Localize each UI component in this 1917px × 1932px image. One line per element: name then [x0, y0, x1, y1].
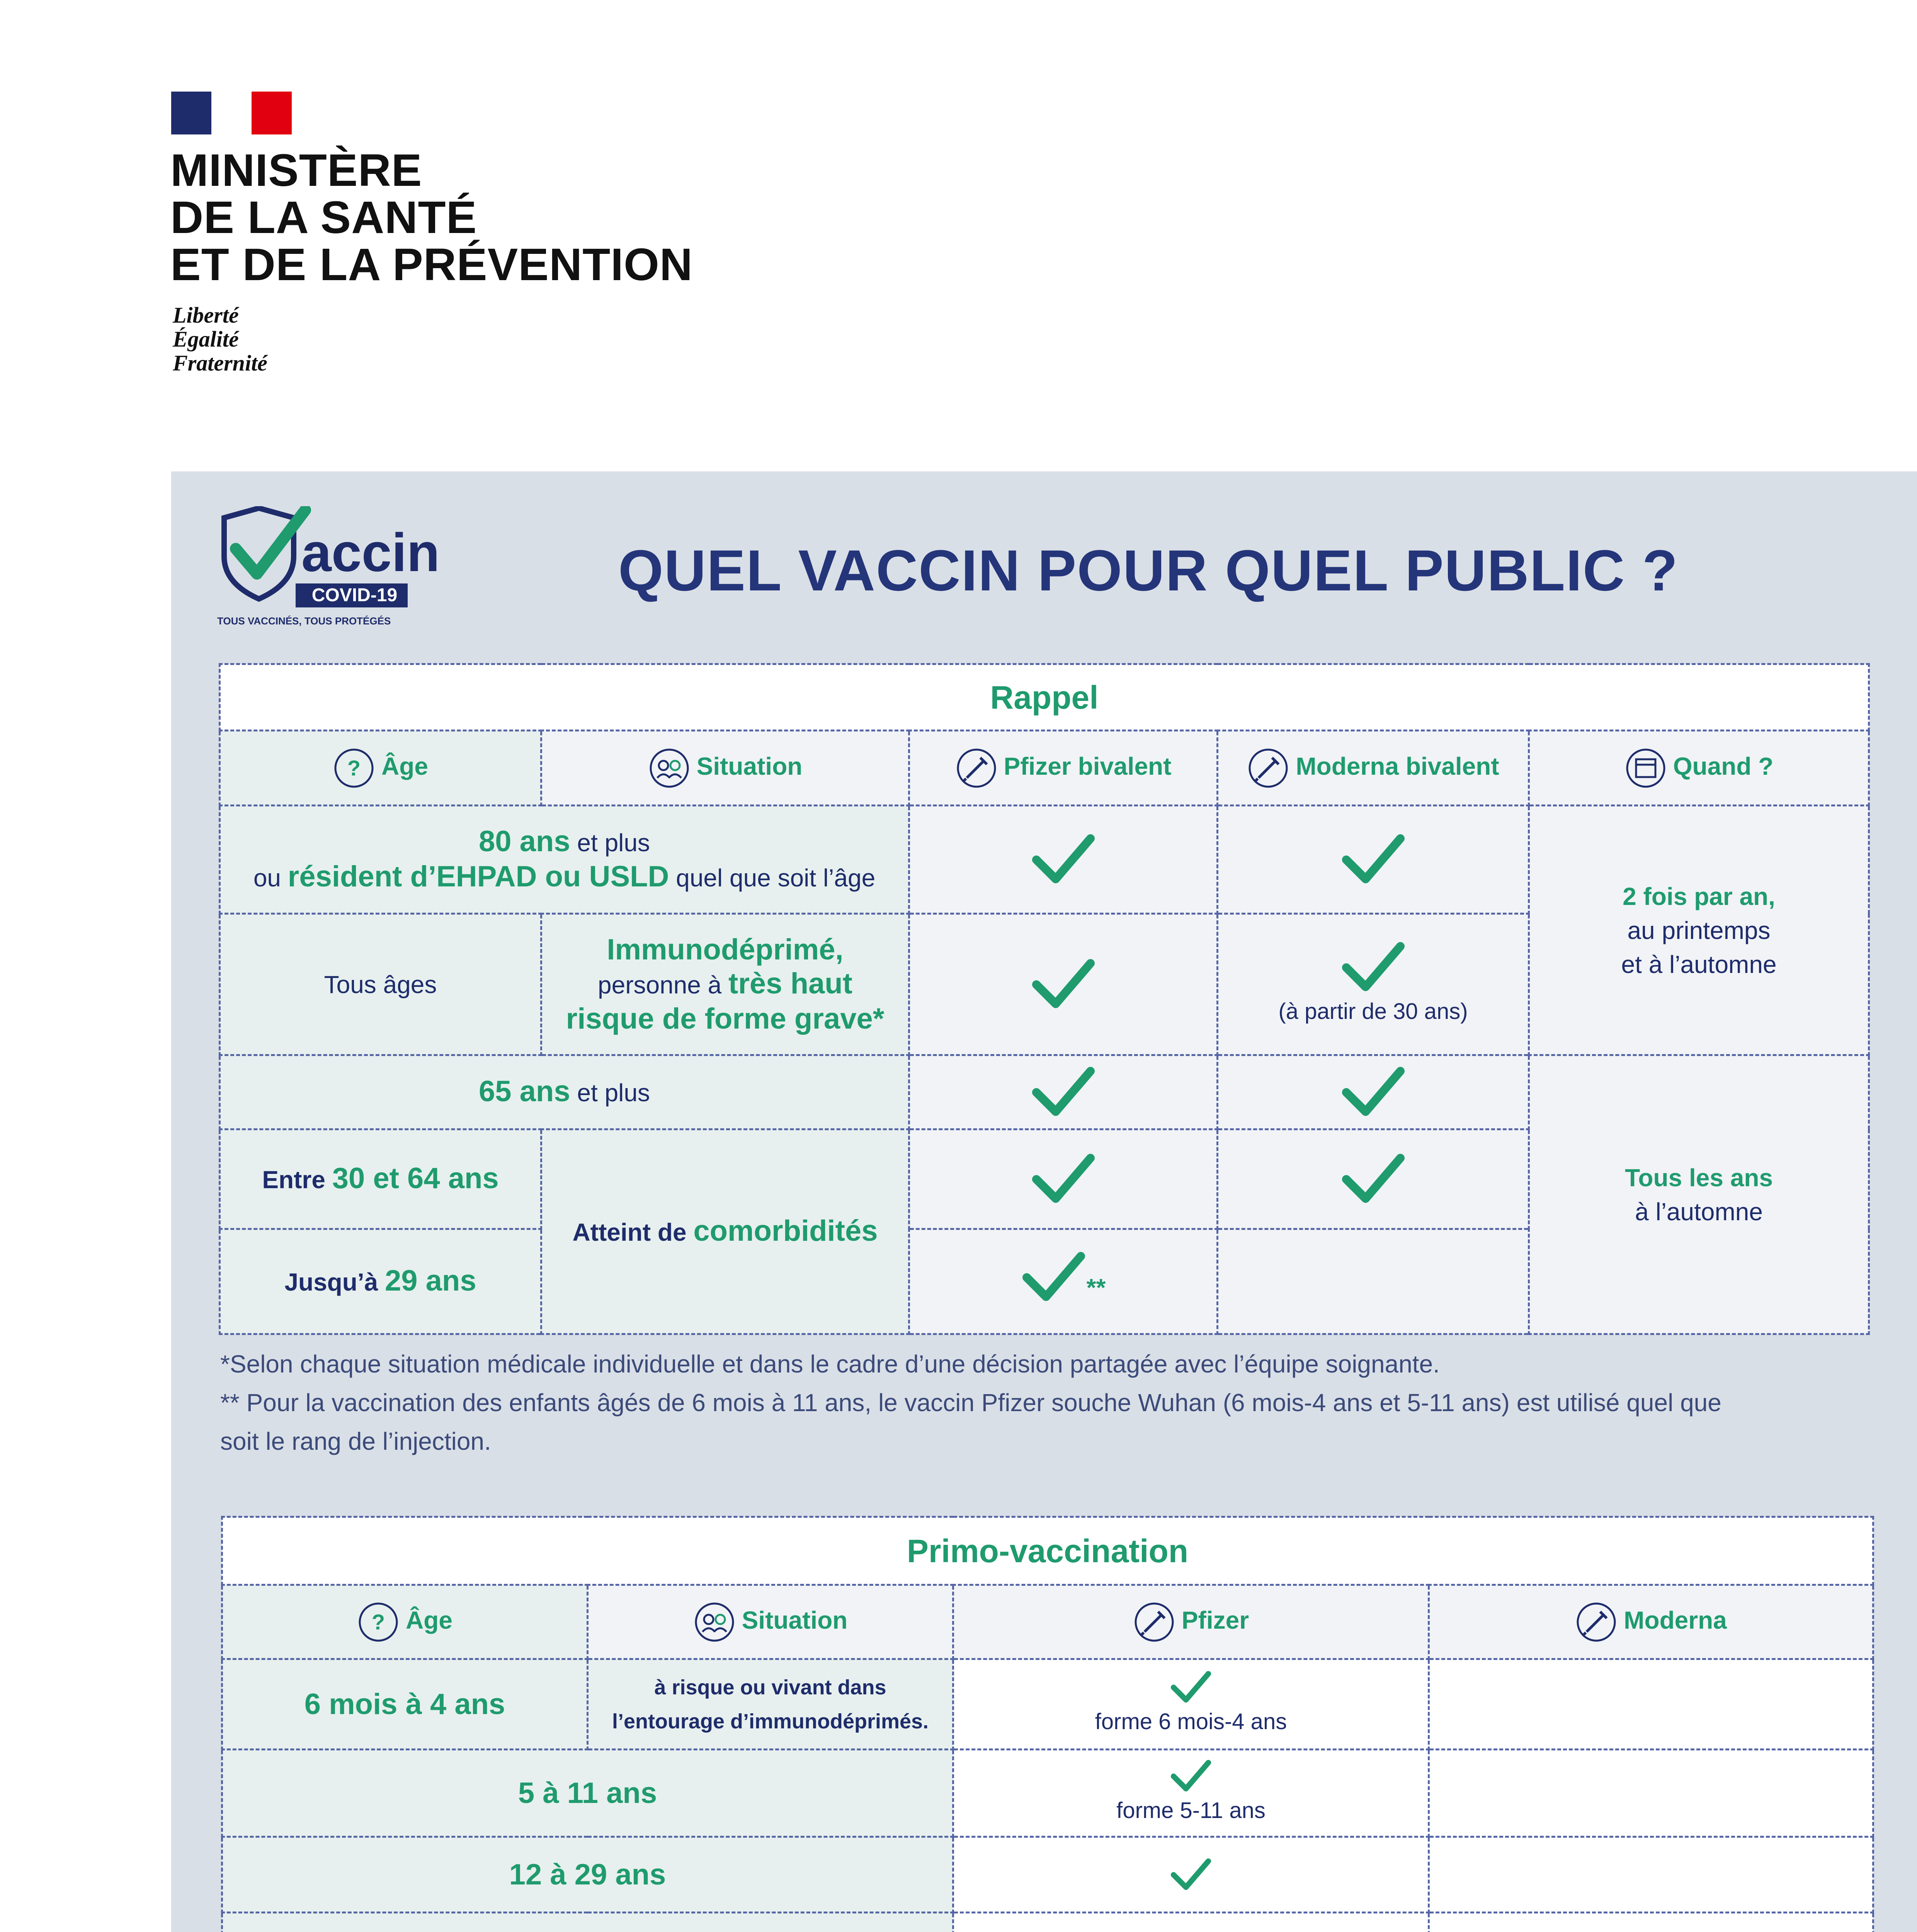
header-quand-label: Quand ? — [1673, 752, 1774, 780]
entre: Entre — [262, 1166, 332, 1194]
vaccin-covid-logo — [216, 506, 440, 634]
quand2-a: Tous les ans — [1625, 1163, 1773, 1192]
imm-2: personne à — [598, 971, 729, 999]
logo-tagline: TOUS VACCINÉS, TOUS PROTÉGÉS — [217, 615, 391, 627]
rappel-r2-pfizer — [909, 914, 1218, 1055]
header-pfizer — [909, 731, 1218, 806]
sit-1: à risque ou vivant dans — [654, 1675, 886, 1699]
primo-r3-pfizer — [953, 1837, 1429, 1913]
svg-text:?: ? — [371, 1609, 385, 1634]
primo-r2-moderna — [1429, 1750, 1873, 1837]
primo-r4-pfizer — [953, 1913, 1429, 1932]
rappel-table — [219, 663, 1870, 1335]
syringe-icon — [1247, 747, 1289, 789]
footnotes — [220, 1345, 1882, 1461]
et-plus: et plus — [570, 828, 650, 857]
primo-r1-pfizer — [953, 1659, 1429, 1750]
imm-3: très haut — [728, 967, 852, 1000]
logo-badge: COVID-19 — [311, 585, 398, 605]
age-65: 65 ans — [479, 1075, 570, 1108]
syringe-icon — [1133, 1601, 1175, 1643]
double-star: ** — [1086, 1273, 1106, 1301]
ministry-name — [170, 147, 693, 288]
syringe-icon — [955, 747, 998, 789]
svg-text:?: ? — [347, 755, 361, 780]
comorbidites — [541, 1129, 909, 1334]
people-icon — [648, 747, 691, 789]
header-situation — [541, 731, 909, 806]
motto-egalite: Égalité — [173, 327, 239, 352]
header-age-label: Âge — [381, 752, 428, 780]
footnote-3: soit le rang de l’injection. — [220, 1427, 491, 1455]
rappel-r5-moderna — [1218, 1229, 1529, 1334]
primo-header-moderna — [1429, 1585, 1873, 1659]
forme-5-11: forme 5-11 ans — [1116, 1798, 1266, 1823]
page-title: QUEL VACCIN POUR QUEL PUBLIC ? — [618, 538, 1679, 603]
rappel-r1-moderna — [1218, 806, 1529, 914]
rappel-title: Rappel — [220, 664, 1869, 731]
ministry-line-2: DE LA SANTÉ — [170, 192, 477, 243]
rappel-r2-moderna — [1218, 914, 1529, 1055]
checkmark-icon — [1021, 1250, 1087, 1304]
republic-motto — [173, 303, 267, 375]
primo-header-situation — [588, 1585, 953, 1659]
header-situation-label: Situation — [696, 752, 803, 780]
jusqua: Jusqu’à — [284, 1268, 385, 1296]
header-pfizer-label: Pfizer bivalent — [1004, 752, 1172, 780]
sit-2: l’entourage d’immunodéprimés. — [612, 1709, 929, 1733]
primo-header-age-label: Âge — [406, 1606, 452, 1634]
motto-liberte: Liberté — [173, 303, 239, 328]
rappel-row-30-64 — [220, 1129, 541, 1229]
atteint-de: Atteint de — [572, 1218, 694, 1246]
motto-fraternite: Fraternité — [173, 350, 267, 376]
primo-age-12-29: 12 à 29 ans — [222, 1837, 953, 1913]
checkmark-icon — [1031, 833, 1096, 887]
rappel-r5-pfizer — [909, 1229, 1218, 1334]
checkmark-icon — [1031, 957, 1096, 1012]
primo-header-pfizer-label: Pfizer — [1181, 1606, 1249, 1634]
et-plus-65: et plus — [570, 1079, 650, 1107]
imm-4: risque de forme grave* — [566, 1002, 885, 1035]
checkmark-icon — [1170, 1759, 1212, 1794]
ou: ou — [253, 864, 288, 892]
footnote-2: ** Pour la vaccination des enfants âgés de 6 mois à 11 ans, le vaccin Pfizer souche Wuhan (6 mois-4 ans et 5-11 ans) est utilisé quel que — [220, 1389, 1721, 1417]
ministry-line-3: ET DE LA PRÉVENTION — [170, 239, 693, 290]
checkmark-icon — [1170, 1857, 1212, 1892]
immunodeprime — [541, 914, 909, 1055]
quand1-c: et à l’automne — [1621, 950, 1777, 978]
quand-2-fois — [1529, 806, 1869, 1055]
primo-r3-moderna — [1429, 1837, 1873, 1913]
rappel-row-29 — [220, 1229, 541, 1334]
question-icon — [333, 747, 375, 789]
header-quand — [1529, 731, 1869, 806]
header-moderna — [1218, 731, 1529, 806]
primo-header-situation-label: Situation — [742, 1606, 848, 1634]
rappel-r3-pfizer — [909, 1055, 1218, 1129]
rappel-r4-pfizer — [909, 1129, 1218, 1229]
checkmark-icon — [1031, 1065, 1096, 1119]
syringe-icon — [1575, 1601, 1618, 1643]
republic-flag-logo — [171, 92, 292, 134]
primo-age-30-plus — [222, 1913, 953, 1932]
checkmark-icon — [1170, 1670, 1212, 1705]
primo-age-6m-4: 6 mois à 4 ans — [222, 1659, 588, 1750]
quand1-b: au printemps — [1627, 916, 1771, 944]
footnote-1: *Selon chaque situation médicale individuelle et dans le cadre d’une décision partagée avec l’équipe soignante. — [220, 1350, 1440, 1378]
age-30-64: 30 et 64 ans — [332, 1162, 499, 1195]
primo-header-age — [222, 1585, 588, 1659]
moderna-note: (à partir de 30 ans) — [1278, 998, 1468, 1024]
question-icon — [357, 1601, 400, 1643]
primo-header-pfizer — [953, 1585, 1429, 1659]
rappel-row-65-plus — [220, 1055, 909, 1129]
checkmark-icon — [1340, 833, 1406, 887]
header-age — [220, 731, 541, 806]
primo-r2-pfizer — [953, 1750, 1429, 1837]
checkmark-icon — [1340, 1152, 1406, 1206]
quand2-b: à l’automne — [1635, 1197, 1763, 1226]
logo-word: accin — [301, 522, 440, 583]
primo-situation-risque — [588, 1659, 953, 1750]
checkmark-icon — [1340, 940, 1406, 995]
checkmark-icon — [1340, 1065, 1406, 1119]
ministry-line-1: MINISTÈRE — [170, 145, 422, 196]
primo-header-moderna-label: Moderna — [1624, 1606, 1727, 1634]
age-29: 29 ans — [385, 1264, 476, 1297]
checkmark-icon — [1031, 1152, 1096, 1206]
forme-6m-4: forme 6 mois-4 ans — [1095, 1709, 1287, 1734]
rappel-r3-moderna — [1218, 1055, 1529, 1129]
primo-table — [221, 1516, 1874, 1932]
header-moderna-label: Moderna bivalent — [1296, 752, 1499, 780]
people-icon — [693, 1601, 736, 1643]
quand1-a: 2 fois par an, — [1623, 882, 1775, 910]
comorbidites-label: comorbidités — [693, 1214, 878, 1247]
primo-title: Primo-vaccination — [222, 1517, 1873, 1585]
tous-ages: Tous âges — [220, 914, 541, 1055]
calendar-icon — [1624, 747, 1667, 789]
rappel-row-80-plus — [220, 806, 909, 914]
primo-age-5-11: 5 à 11 ans — [222, 1750, 953, 1837]
ehpad-usld: résident d’EHPAD ou USLD — [287, 860, 669, 893]
primo-r4-moderna — [1429, 1913, 1873, 1932]
age-80: 80 ans — [479, 825, 570, 858]
rappel-r4-moderna — [1218, 1129, 1529, 1229]
quel-que-soit: quel que soit l’âge — [669, 864, 876, 892]
primo-r1-moderna — [1429, 1659, 1873, 1750]
quand-tous-les-ans — [1529, 1055, 1869, 1334]
imm-1: Immunodéprimé, — [607, 933, 844, 966]
rappel-r1-pfizer — [909, 806, 1218, 914]
